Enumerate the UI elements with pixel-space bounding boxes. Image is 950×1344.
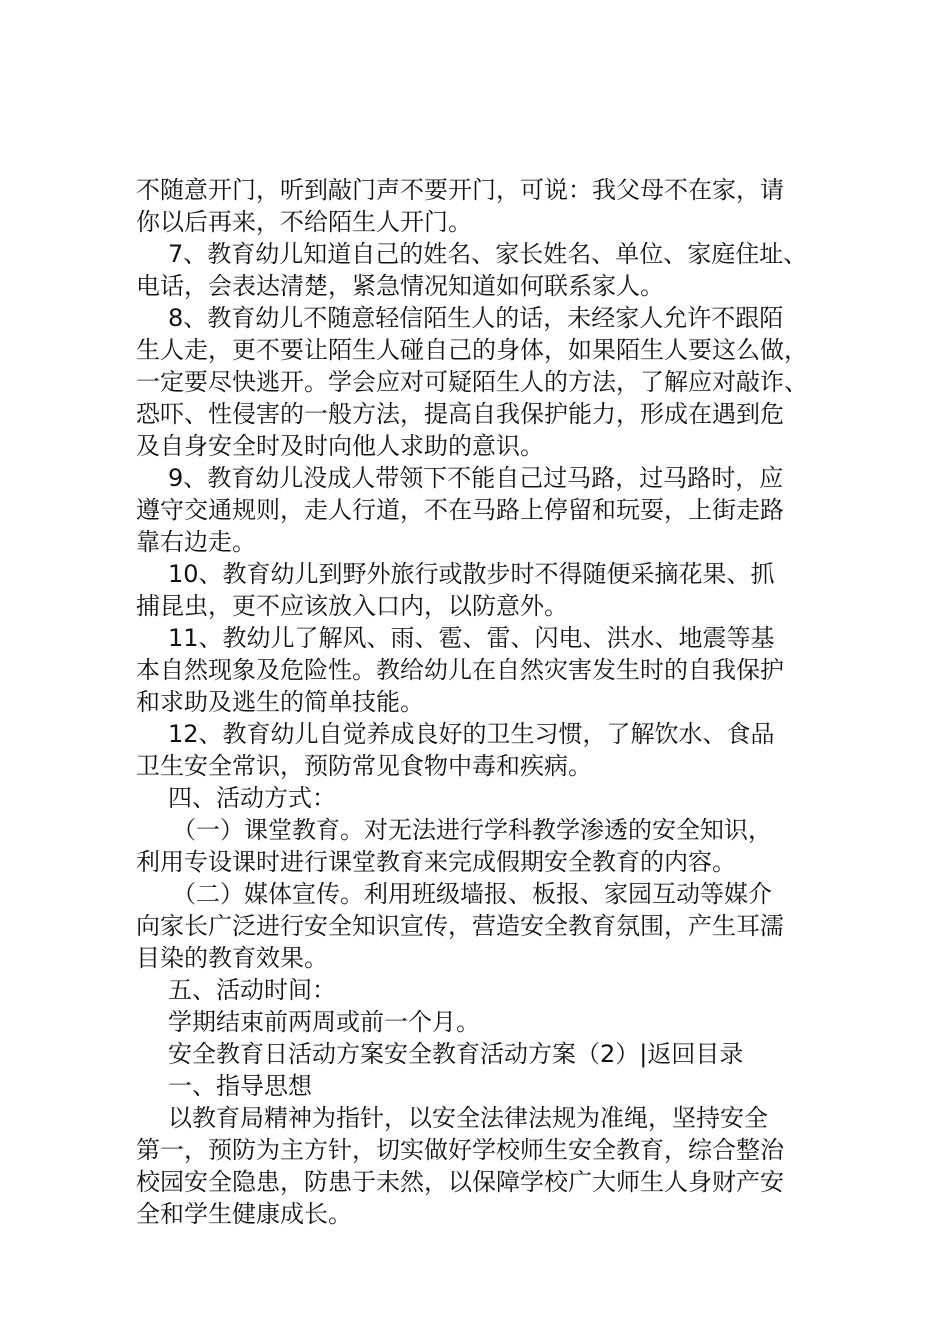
text-line: 安全教育日活动方案安全教育活动方案（2）|返回目录 — [168, 1040, 744, 1068]
text-line: 本自然现象及危险性。教给幼儿在自然灾害发生时的自我保护 — [136, 656, 784, 684]
text-line: 捕昆虫，更不应该放入口内，以防意外。 — [136, 592, 568, 620]
text-line: 不随意开门，听到敲门声不要开门，可说：我父母不在家，请 — [136, 176, 784, 204]
text-line: 及自身安全时及时向他人求助的意识。 — [136, 432, 544, 460]
text-line: 一、指导思想 — [168, 1072, 312, 1100]
document-body — [136, 174, 836, 1230]
text-line: 以教育局精神为指针，以安全法律法规为准绳，坚持安全 — [168, 1104, 768, 1132]
text-line: 生人走，更不要让陌生人碰自己的身体，如果陌生人要这么做， — [136, 336, 808, 364]
text-line: （一）课堂教育。对无法进行学科教学渗透的安全知识， — [172, 816, 772, 844]
text-line: 靠右边走。 — [136, 528, 256, 556]
text-line: 你以后再来，不给陌生人开门。 — [136, 208, 472, 236]
text-line: 学期结束前两周或前一个月。 — [168, 1008, 480, 1036]
text-line: 12、教育幼儿自觉养成良好的卫生习惯，了解饮水、食品 — [168, 720, 775, 748]
text-line: 8、教育幼儿不随意轻信陌生人的话，未经家人允许不跟陌 — [168, 304, 784, 332]
text-line: 向家长广泛进行安全知识宣传，营造安全教育氛围，产生耳濡 — [136, 912, 784, 940]
text-line: 目染的教育效果。 — [136, 944, 328, 972]
text-line: 第一，预防为主方针，切实做好学校师生安全教育，综合整治 — [136, 1136, 784, 1164]
text-line: 全和学生健康成长。 — [136, 1200, 352, 1228]
text-line: 和求助及逃生的简单技能。 — [136, 688, 424, 716]
text-line: 四、活动方式： — [168, 784, 336, 812]
text-line: （二）媒体宣传。利用班级墙报、板报、家园互动等媒介 — [172, 880, 772, 908]
text-line: 9、教育幼儿没成人带领下不能自己过马路，过马路时，应 — [168, 464, 784, 492]
text-line: 利用专设课时进行课堂教育来完成假期安全教育的内容。 — [136, 848, 736, 876]
text-line: 校园安全隐患，防患于未然，以保障学校广大师生人身财产安 — [136, 1168, 784, 1196]
text-line: 11、教幼儿了解风、雨、雹、雷、闪电、洪水、地震等基 — [168, 624, 775, 652]
text-line: 恐吓、性侵害的一般方法，提高自我保护能力，形成在遇到危 — [136, 400, 784, 428]
text-line: 一定要尽快逃开。学会应对可疑陌生人的方法，了解应对敲诈、 — [136, 368, 808, 396]
text-line: 电话，会表达清楚，紧急情况知道如何联系家人。 — [136, 272, 664, 300]
text-line: 7、教育幼儿知道自己的姓名、家长姓名、单位、家庭住址、 — [168, 240, 808, 268]
text-line: 遵守交通规则，走人行道，不在马路上停留和玩耍，上街走路 — [136, 496, 784, 524]
text-line: 卫生安全常识，预防常见食物中毒和疾病。 — [136, 752, 592, 780]
text-line: 10、教育幼儿到野外旅行或散步时不得随便采摘花果、抓 — [168, 560, 775, 588]
text-line: 五、活动时间： — [168, 976, 336, 1004]
